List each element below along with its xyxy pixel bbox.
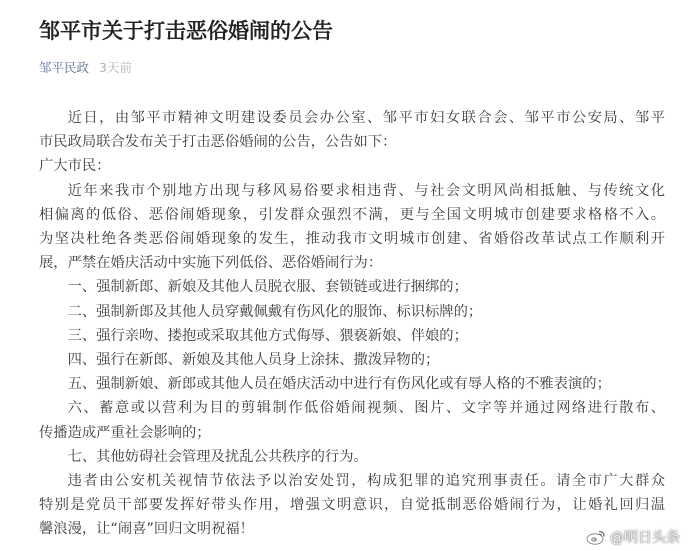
publish-time: 3天前: [99, 60, 132, 75]
list-item-continuation: 传播造成严重社会影响的；: [39, 424, 211, 441]
paragraph-line: 展，严禁在婚庆活动中实施下列低俗、恶俗婚闹行为：: [39, 255, 383, 272]
list-item: 一、强制新郎、新娘及其他人员脱衣服、套锁链或进行捆绑的；: [67, 279, 468, 296]
list-item: 四、强行在新郎、新娘及其他人员身上涂抹、撒泼异物的；: [67, 352, 440, 369]
paragraph-line: 违者由公安机关视情节依法予以治安处罚，构成犯罪的追究刑事责任。请全市广大群众: [67, 473, 665, 490]
author-link[interactable]: 邹平民政: [39, 60, 90, 75]
salutation: 广大市民：: [39, 158, 111, 175]
paragraph-line: 近年来我市个别地方出现与移风易俗要求相违背、与社会文明风尚相抵触、与传统文化: [67, 182, 665, 199]
list-item: 六、蓄意或以营利为目的剪辑制作低俗婚闹视频、图片、文字等并通过网络进行散布、: [67, 400, 665, 417]
list-item: 二、强制新郎及其他人员穿戴佩戴有伤风化的服饰、标识标牌的；: [67, 303, 483, 320]
article-meta: [39, 58, 132, 78]
paragraph-line: 特别是党员干部要发挥好带头作用，增强文明意识，自觉抵制恶俗婚闹行为，让婚礼回归温: [39, 497, 665, 514]
paragraph-line: 相偏离的低俗、恶俗闹婚现象，引发群众强烈不满，更与全国文明城市创建要求格格不入。: [39, 206, 665, 223]
weibo-logo-icon: [586, 529, 606, 545]
paragraph-line: 馨浪漫，让“闹喜”回归文明祝福！: [39, 521, 254, 538]
article-title: 邹平市关于打击恶俗婚闹的公告: [39, 19, 333, 43]
article-body: [39, 106, 665, 542]
watermark: [586, 527, 680, 547]
watermark-text: @明日头条: [610, 530, 680, 546]
paragraph-line: 近日，由邹平市精神文明建设委员会办公室、邹平市妇女联合会、邹平市公安局、邹平: [67, 110, 665, 126]
list-item: 五、强制新娘、新郎或其他人员在婚庆活动中进行有伤风化或有辱人格的不雅表演的；: [67, 376, 611, 393]
list-item: 三、强行亲吻、搂抱或采取其他方式侮辱、猥亵新娘、伴娘的；: [67, 327, 468, 344]
list-item: 七、其他妨碍社会管理及扰乱公共秩序的行为。: [67, 448, 368, 465]
paragraph-line: 为坚决杜绝各类恶俗闹婚现象的发生，推动我市文明城市创建、省婚俗改革试点工作顺利开: [39, 231, 665, 248]
paragraph-line: 市民政局联合发布关于打击恶俗婚闹的公告，公告如下：: [39, 134, 397, 151]
